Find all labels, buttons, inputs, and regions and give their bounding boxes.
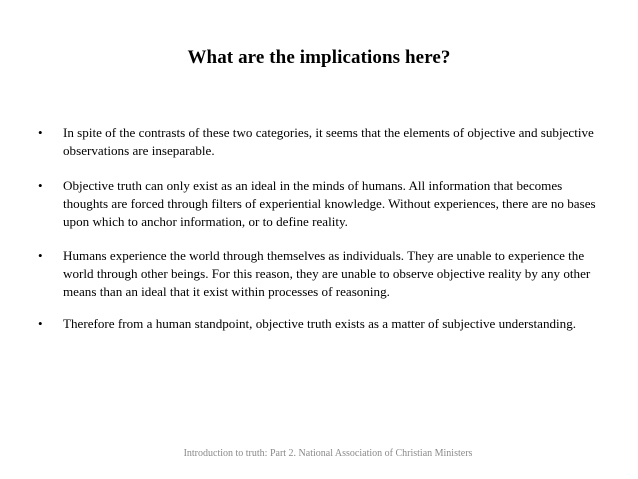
slide-footer: Introduction to truth: Part 2. National Association of Christian Ministers <box>183 448 473 459</box>
bullet-dot-icon: • <box>38 125 43 140</box>
bullet-text: Objective truth can only exist as an ideal in the minds of humans. All information that becomes thoughts are forced through filters of experiential knowledge. Without experiences, there are no bases upon which to anchor information, or to define reality. <box>63 178 596 229</box>
bullet-dot-icon: • <box>38 178 43 193</box>
bullet-item <box>0 315 638 333</box>
bullet-item <box>0 177 638 231</box>
bullet-item <box>0 124 638 160</box>
slide-title: What are the implications here? <box>187 47 451 68</box>
bullet-dot-icon: • <box>38 316 43 331</box>
bullet-list <box>0 124 638 350</box>
bullet-text: Therefore from a human standpoint, objective truth exists as a matter of subjective understanding. <box>63 316 577 331</box>
bullet-dot-icon: • <box>38 248 43 263</box>
bullet-text: In spite of the contrasts of these two categories, it seems that the elements of objective and subjective observations are inseparable. <box>63 125 594 158</box>
bullet-item <box>0 247 638 301</box>
bullet-text: Humans experience the world through themselves as individuals. They are unable to experience the world through other beings. For this reason, they are unable to observe objective reality by any other means than an ideal that it exist within processes of reasoning. <box>63 248 591 299</box>
